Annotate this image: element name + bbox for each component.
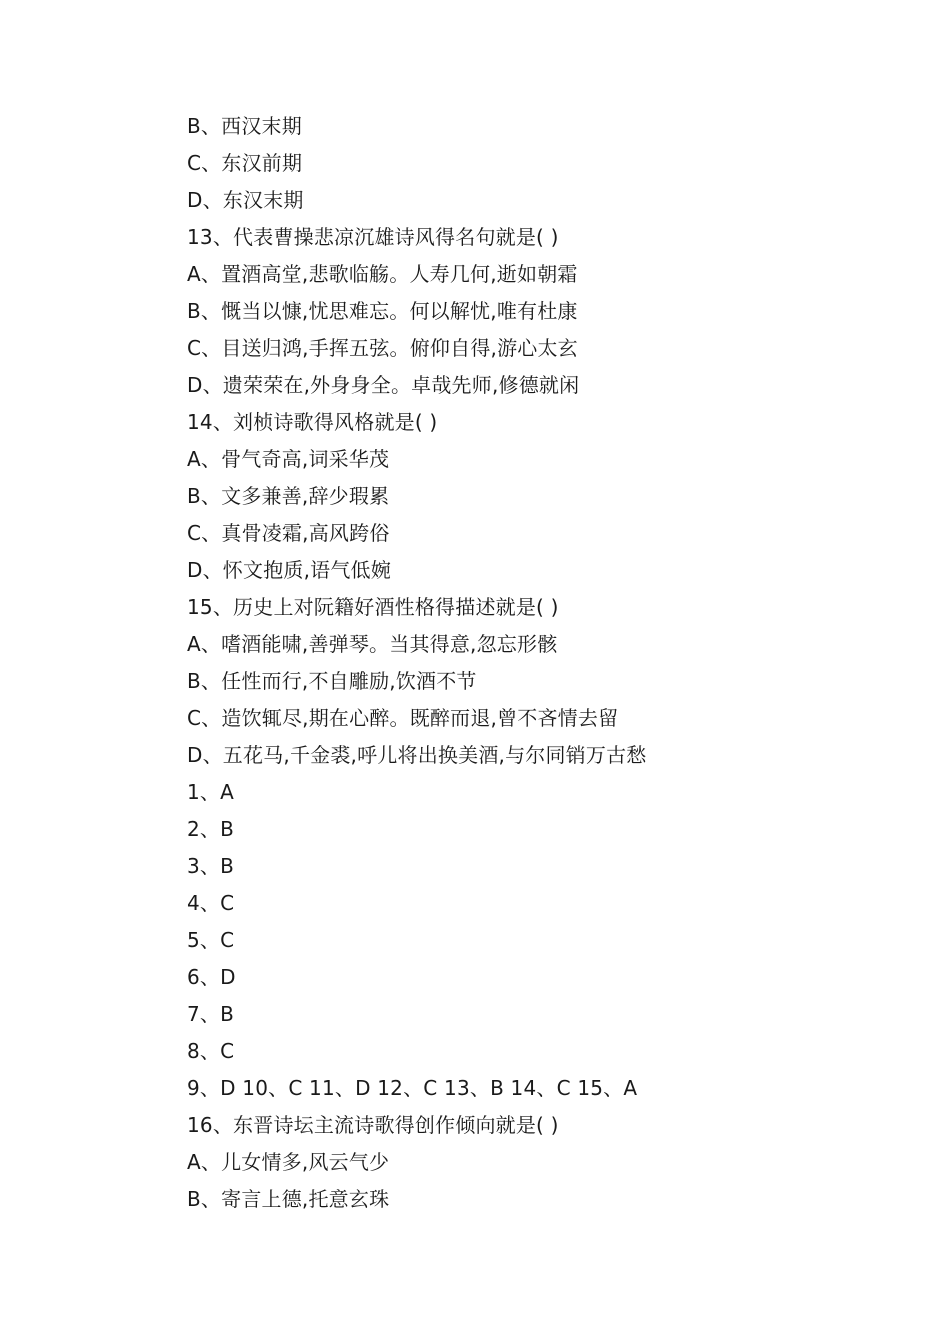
answer-line: 7、B (187, 1002, 235, 1026)
option-line: C、造饮辄尽,期在心醉。既醉而退,曾不吝情去留 (187, 706, 619, 730)
answer-line: 1、A (187, 780, 235, 804)
answer-line: 3、B (187, 854, 235, 878)
option-line: A、骨气奇高,词采华茂 (187, 447, 390, 471)
option-line: B、西汉末期 (187, 114, 302, 138)
question-line: 15、历史上对阮籍好酒性格得描述就是( ) (187, 595, 559, 619)
question-line: 13、代表曹操悲凉沉雄诗风得名句就是( ) (187, 225, 559, 249)
option-line: C、真骨凌霜,高风跨俗 (187, 521, 390, 545)
option-line: B、任性而行,不自雕励,饮酒不节 (187, 669, 477, 693)
answer-line: 5、C (187, 928, 235, 952)
option-line: A、嗜酒能啸,善弹琴。当其得意,忽忘形骸 (187, 632, 558, 656)
option-line: D、东汉末期 (187, 188, 304, 212)
option-line: B、寄言上德,托意玄珠 (187, 1187, 390, 1211)
option-line: C、目送归鸿,手挥五弦。俯仰自得,游心太玄 (187, 336, 578, 360)
option-line: B、文多兼善,辞少瑕累 (187, 484, 390, 508)
option-line: D、五花马,千金裘,呼儿将出换美酒,与尔同销万古愁 (187, 743, 647, 767)
option-line: D、怀文抱质,语气低婉 (187, 558, 391, 582)
question-line: 14、刘桢诗歌得风格就是( ) (187, 410, 438, 434)
answer-line: 6、D (187, 965, 236, 989)
option-line: B、慨当以慷,忧思难忘。何以解忧,唯有杜康 (187, 299, 578, 323)
option-line: A、置酒高堂,悲歌临觞。人寿几何,逝如朝霜 (187, 262, 578, 286)
option-line: C、东汉前期 (187, 151, 303, 175)
answer-line: 2、B (187, 817, 235, 841)
document-body (187, 108, 887, 1218)
option-line: D、遗荣荣在,外身身全。卓哉先师,修德就闲 (187, 373, 580, 397)
answer-line: 8、C (187, 1039, 235, 1063)
answer-line: 4、C (187, 891, 235, 915)
option-line: A、儿女情多,风云气少 (187, 1150, 390, 1174)
question-line: 16、东晋诗坛主流诗歌得创作倾向就是( ) (187, 1113, 559, 1137)
answer-line: 9、D 10、C 11、D 12、C 13、B 14、C 15、A (187, 1076, 638, 1100)
